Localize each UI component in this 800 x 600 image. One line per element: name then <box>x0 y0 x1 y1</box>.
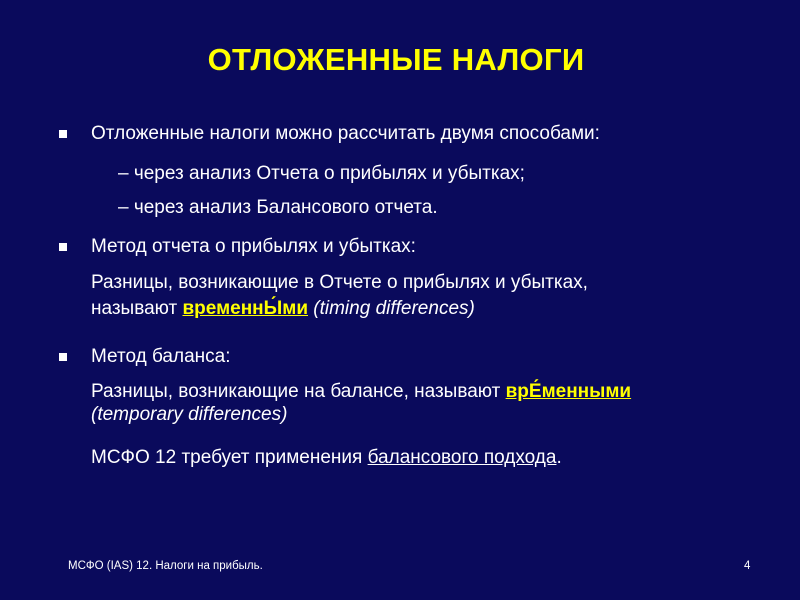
temporary-term: врЕ́менными <box>505 381 632 402</box>
bullet-3-text: Метод баланса: <box>91 346 231 367</box>
ifrs-requirement <box>91 446 562 470</box>
bullet-2-description: Разницы, возникающие в Отчете о прибылях и убытках, <box>91 272 588 293</box>
bullet-2-text: Метод отчета о прибылях и убытках: <box>91 236 416 257</box>
ifrs-requirement-prefix: МСФО 12 требует применения <box>91 447 368 468</box>
bullet-1-subitem-1: – через анализ Отчета о прибылях и убытках; <box>118 163 525 184</box>
bullet-3-description-prefix: Разницы, возникающие на балансе, называют <box>91 381 506 402</box>
bullet-1-text: Отложенные налоги можно рассчитать двумя способами: <box>91 123 600 144</box>
bullet-3-description <box>91 380 631 404</box>
bullet-marker-1 <box>59 130 67 138</box>
bullet-1-subitem-2: – через анализ Балансового отчета. <box>118 197 438 218</box>
timing-term-english: (timing differences) <box>313 298 475 319</box>
page-number: 4 <box>744 560 751 572</box>
footer-caption: МСФО (IAS) 12. Налоги на прибыль. <box>68 560 263 572</box>
slide-title: ОТЛОЖЕННЫЕ НАЛОГИ <box>207 42 585 77</box>
bullet-marker-2 <box>59 243 67 251</box>
balance-approach-text: балансового подхода <box>367 447 557 468</box>
temporary-term-english: (temporary differences) <box>91 404 288 425</box>
bullet-marker-3 <box>59 353 67 361</box>
bullet-2-term-prefix: называют <box>91 298 183 319</box>
timing-term: временнЫ́ми <box>182 298 308 319</box>
bullet-2-term-line <box>91 297 475 321</box>
ifrs-requirement-suffix: . <box>556 447 562 468</box>
